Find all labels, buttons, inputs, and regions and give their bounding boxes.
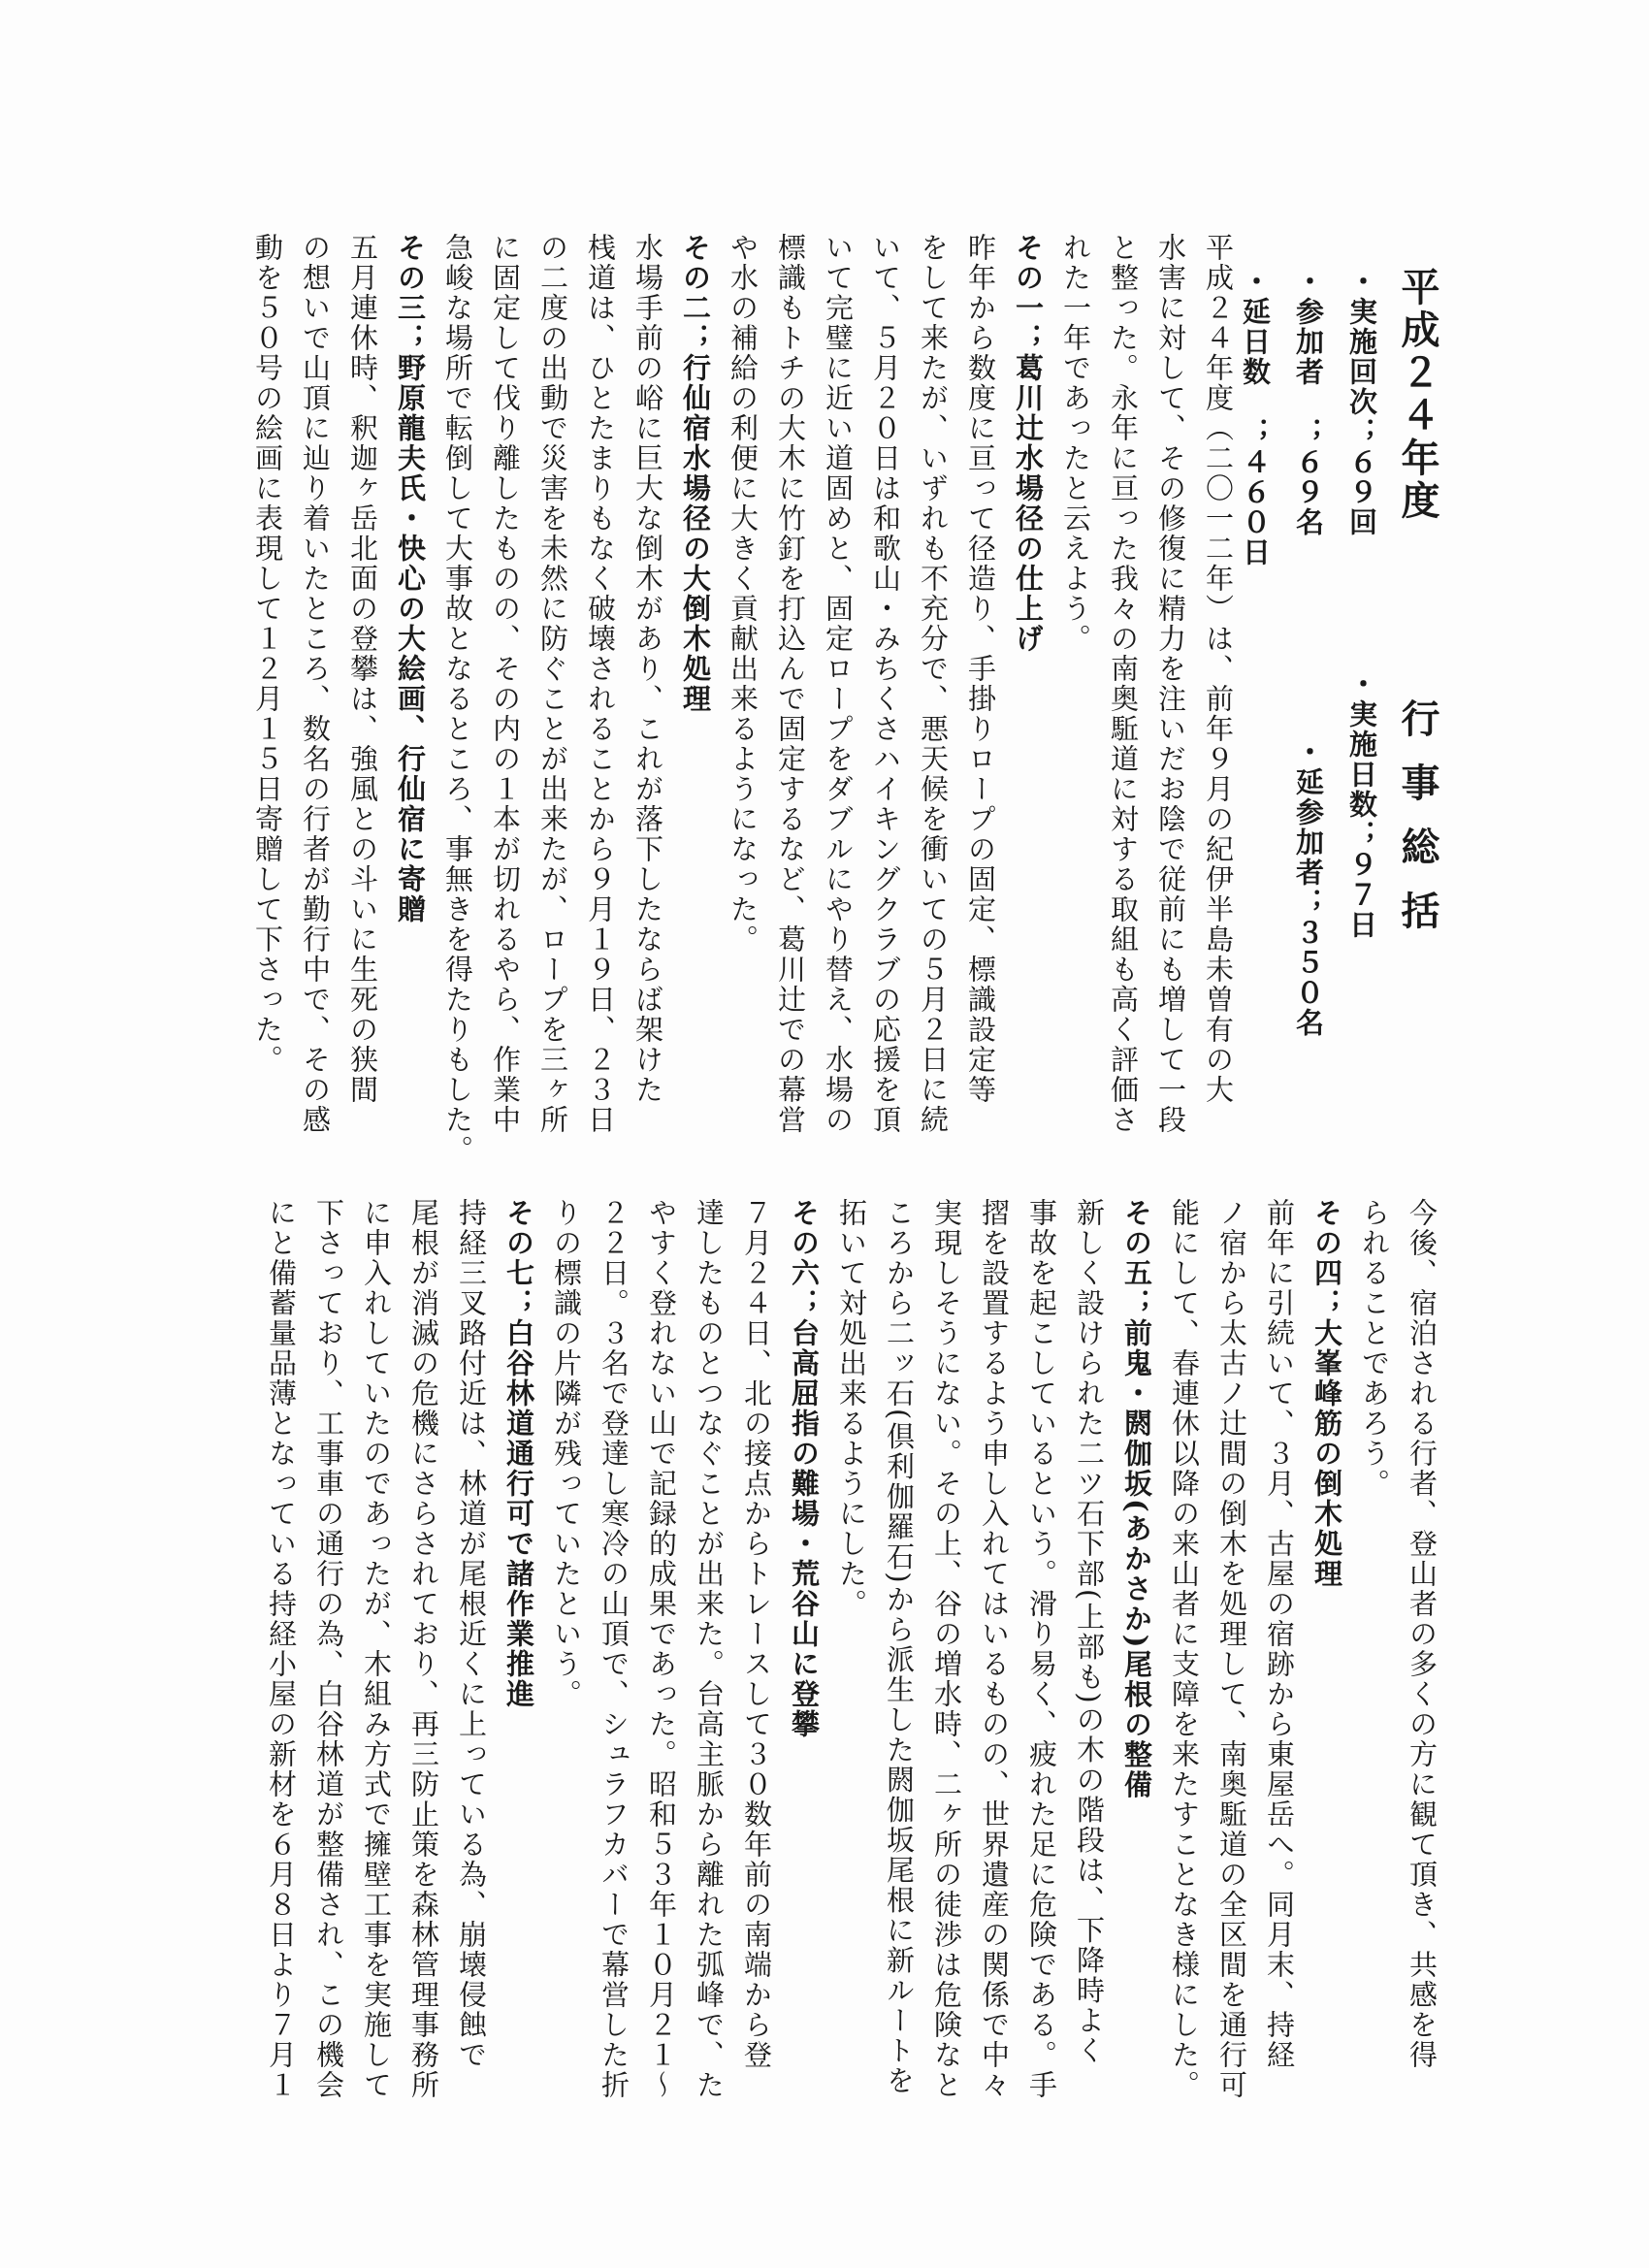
- text-line: 桟道は、ひとたまりもなく破壊されることから９月１９日、２３日: [584, 233, 617, 1135]
- text-line: 水場手前の峪に巨大な倒木があり、これが落下したならば架けた: [631, 233, 664, 1105]
- text-line: 標識もトチの大木に竹釘を打込んで固定するなど、葛川辻での幕営: [774, 233, 807, 1135]
- stat-participants: ・参加者 ；６９名: [1292, 267, 1325, 537]
- section-heading: その二；行仙宿水場径の大倒木処理: [679, 233, 712, 714]
- text-line: ころから二ッ石(倶利伽羅石)から派生した閼伽坂尾根に新ルートを: [883, 1198, 916, 2096]
- text-line: ２２日。３名で登達し寒冷の山頂で、シュラフカバーで幕営した折: [598, 1198, 630, 2100]
- text-line: 水害に対して、その修復に精力を注いだお陰で従前にも増して一段: [1154, 233, 1187, 1135]
- text-line: に申入れしていたのであったが、木組み方式で擁壁工事を実施して: [360, 1198, 393, 2100]
- text-line: いて完璧に近い道固めと、固定ロープをダブルにやり替え、水場の: [822, 233, 855, 1135]
- text-line: 急峻な場所で転倒して大事故となるところ、事無きを得たりもした。: [441, 233, 474, 1165]
- text-line: 尾根が消滅の危機にさらされており、再三防止策を森林管理事務所: [407, 1198, 440, 2100]
- text-line: の想いで山頂に辿り着いたところ、数名の行者が勤行中で、その感: [299, 233, 332, 1135]
- upper-text-block: [243, 233, 1242, 1165]
- text-line: にと備蓄量品薄となっている持経小屋の新材を６月８日より７月１: [265, 1198, 298, 2100]
- text-line: や水の補給の利便に大きく貢献出来るようになった。: [727, 233, 760, 955]
- text-line: 事故を起こしているという。滑り易く、疲れた足に危険である。手: [1025, 1198, 1058, 2100]
- text-line: いて、５月２０日は和歌山・みちくさハイキングクラブの応援を頂: [869, 233, 902, 1135]
- text-line: 拓いて対処出来るようにした。: [835, 1198, 868, 1619]
- text-line: 今後、宿泊される行者、登山者の多くの方に観て頂き、共感を得: [1406, 1198, 1439, 2070]
- text-line: 達したものとつなぐことが出来た。台高主脈から離れた弧峰で、た: [693, 1198, 726, 2100]
- stat-total-participants: ・延参加者；３５０名: [1292, 737, 1325, 1038]
- text-line: 五月連休時、釈迦ヶ岳北面の登攀は、強風との斗いに生死の狭間: [346, 233, 379, 1105]
- text-line: 動を５０号の絵画に表現して１２月１５日寄贈して下さった。: [251, 233, 284, 1075]
- page-title: 行事総括: [1395, 698, 1440, 955]
- text-line: 摺を設置するよう申し入れてはいるものの、世界遺産の関係で中々: [978, 1198, 1011, 2100]
- text-line: と整った。永年に亘った我々の南奥駈道に対する取組も高く評価さ: [1107, 233, 1140, 1135]
- text-line: をして来たが、いずれも不充分で、悪天候を衝いての５月２日に続: [917, 233, 950, 1135]
- text-line: れた一年であったと云えよう。: [1059, 233, 1092, 654]
- lower-text-block: [257, 1198, 1445, 2100]
- text-line: に固定して伐り離したものの、その内の１本が切れるやら、作業中: [489, 233, 522, 1135]
- section-heading: その五；前鬼・閼伽坂(あかさか)尾根の整備: [1120, 1198, 1153, 1800]
- text-line: やすく登れない山で記録的成果であった。昭和５３年１０月２１～: [645, 1198, 678, 2100]
- text-line: りの標識の片隣が残っていたという。: [550, 1198, 583, 1709]
- text-line: 能にして、春連休以降の来山者に支障を来たすことなき様にした。: [1168, 1198, 1201, 2100]
- text-line: られることであろう。: [1358, 1198, 1391, 1499]
- text-line: 昨年から数度に亘って径造り、手掛りロープの固定、標識設定等: [964, 233, 997, 1105]
- text-line: の二度の出動で災害を未然に防ぐことが出来たが、ロープを三ヶ所: [536, 233, 569, 1135]
- text-line: 実現しそうにない。その上、谷の増水時、二ヶ所の徒渉は危険なと: [930, 1198, 963, 2100]
- section-heading: その六；台高屈指の難場・荒谷山に登攀: [788, 1198, 821, 1739]
- text-line: ノ宿から太古ノ辻間の倒木を処理して、南奥駈道の全区間を通行可: [1215, 1198, 1248, 2100]
- section-heading: その一；葛川辻水場径の仕上げ: [1012, 233, 1045, 654]
- stat-implementation-days: ・実施日数；９７日: [1345, 669, 1378, 940]
- stat-implementation-count: ・実施回次；６９回: [1345, 267, 1378, 537]
- page-title-year: 平成２４年度: [1395, 267, 1440, 523]
- text-line: 下さっており、工事車の通行の為、白谷林道が整備され、この機会: [312, 1198, 345, 2100]
- text-line: 平成２４年度（二〇一二年）は、前年９月の紀伊半島未曽有の大: [1202, 233, 1235, 1105]
- section-heading: その三；野原龍夫氏・快心の大絵画、行仙宿に寄贈: [394, 233, 427, 924]
- section-heading: その四；大峯峰筋の倒木処理: [1310, 1198, 1343, 1589]
- stat-total-days: ・延日数 ；４６０日: [1239, 267, 1272, 567]
- text-line: ７月２４日、北の接点からトレースして３０数年前の南端から登: [740, 1198, 773, 2070]
- text-line: 新しく設けられた二ツ石下部(上部も)の木の階段は、下降時よく: [1073, 1198, 1106, 2066]
- section-heading: その七；白谷林道通行可で諸作業推進: [502, 1198, 535, 1709]
- text-line: 持経三叉路付近は、林道が尾根近くに上っている為、崩壊侵蝕で: [455, 1198, 488, 2070]
- text-line: 前年に引続いて、３月、古屋の宿跡から東屋岳へ。同月末、持経: [1263, 1198, 1296, 2070]
